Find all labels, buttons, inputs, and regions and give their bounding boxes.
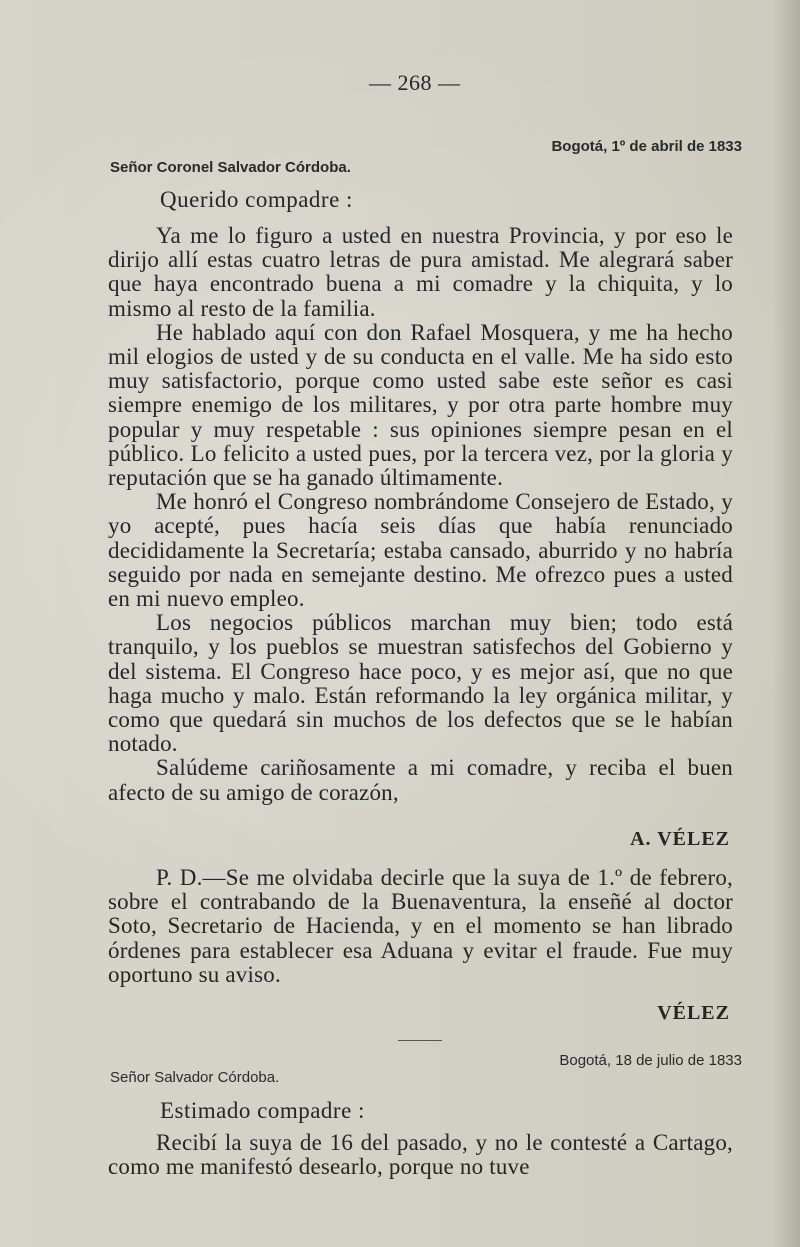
letter-paragraph: Me honró el Congreso nombrándome Consejero de Estado, y yo acepté, pues hacía seis días que había renunciado decididamente la Secretaría; estaba cansado, aburrido y no habría seguido por nada en semejante destino. Me ofrezco pues a usted en mi nuevo empleo. [108,489,733,612]
letter-body-2 [108,1131,733,1179]
letter-paragraph: Los negocios públicos marchan muy bien; todo está tranquilo, y los pueblos se muestran satisfechos del Gobierno y del sistema. El Congreso hace poco, y es mejor así, que no que haga mucho y malo. Están reformando la ley orgánica militar, y como que quedará sin muchos de los defectos que se le habían notado. [108,610,733,757]
letter-salutation-2: Estimado compadre : [160,1098,365,1123]
page-number: — 268 — [369,70,461,95]
letter-date: Bogotá, 1º de abril de 1833 [551,138,742,155]
letter-body [108,224,733,805]
letter-recipient-2: Señor Salvador Córdoba. [110,1069,280,1086]
letter-paragraph: Ya me lo figuro a usted en nuestra Provincia, y por eso le dirijo allí estas cuatro letras de pura amistad. Me alegrará saber que haya encontrado buena a mi comadre y la chiquita, y lo mismo al resto de la familia. [108,223,733,321]
postscript-signature: VÉLEZ [657,1002,730,1024]
letter-salutation: Querido compadre : [160,187,353,212]
letter-paragraph: Recibí la suya de 16 del pasado, y no le contesté a Cartago, como me manifestó desearlo, porque no tuve [108,1130,733,1180]
letter-paragraph: He hablado aquí con don Rafael Mosquera, y me ha hecho mil elogios de usted y de su conducta en el valle. Me ha sido esto muy satisfactorio, porque como usted sabe este señor es casi siempre enemigo de los militares, y por otra parte hombre muy popular y muy respetable : sus opiniones siempre pesan en el público. Lo felicito a usted pues, por la tercera vez, por la gloria y reputación que se ha ganado últimamente. [108,319,733,491]
postscript: P. D.—Se me olvidaba decirle que la suya de 1.º de febrero, sobre el contrabando de la Buenaventura, la enseñé al doctor Soto, Secretario de Hacienda, y en el momento se han librado órdenes para establecer esa Aduana y evitar el fraude. Fue muy oportuno su aviso. [108,865,733,987]
letter-paragraph: Salúdeme cariñosamente a mi comadre, y reciba el buen afecto de su amigo de corazón, [108,755,733,805]
letter-signature: A. VÉLEZ [630,828,730,850]
letter-date-2: Bogotá, 18 de julio de 1833 [559,1052,742,1069]
letter-recipient: Señor Coronel Salvador Córdoba. [110,159,351,176]
letter-separator [398,1040,442,1041]
